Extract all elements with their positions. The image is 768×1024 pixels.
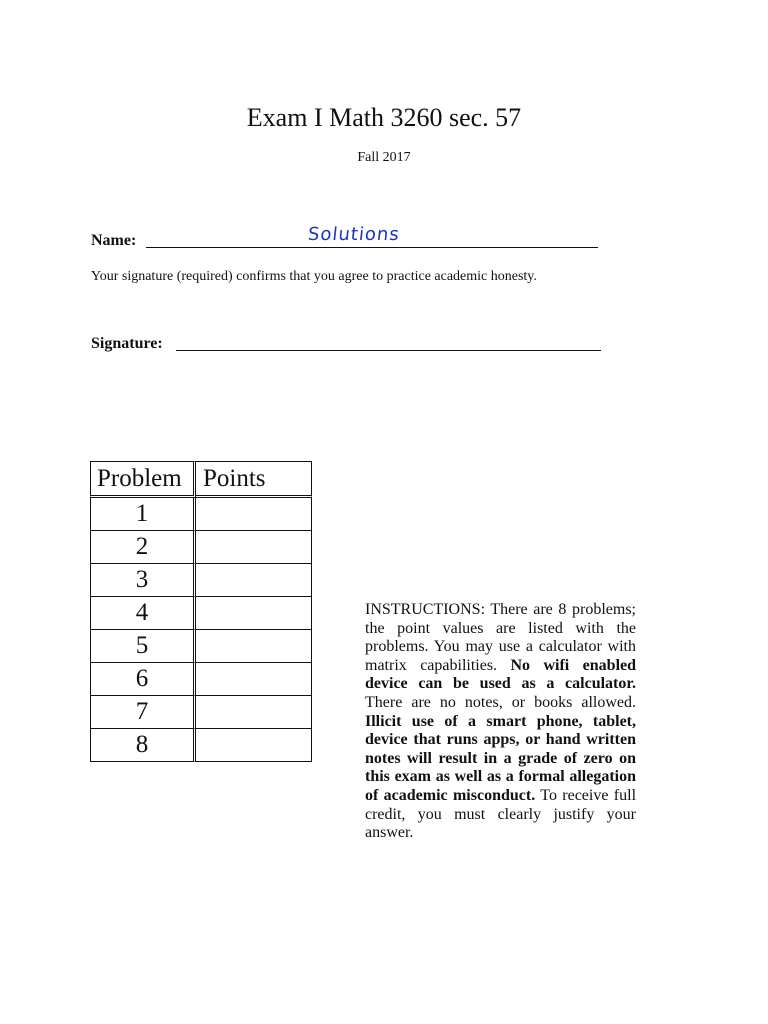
name-label: Name:: [91, 232, 137, 249]
table-row: [90, 729, 312, 762]
points-cell[interactable]: [196, 696, 312, 729]
instructions-block: [365, 601, 636, 843]
problem-number: 4: [90, 597, 196, 630]
points-cell[interactable]: [196, 663, 312, 696]
signature-line[interactable]: [176, 350, 601, 351]
table-row: [90, 630, 312, 663]
instructions-text: There are no notes, or books allowed.: [365, 693, 636, 711]
name-line[interactable]: [146, 247, 598, 248]
table-row: [90, 663, 312, 696]
problem-number: 8: [90, 729, 196, 762]
exam-title: Exam I Math 3260 sec. 57: [246, 103, 522, 132]
instructions-misconduct-warning: Illicit use of a smart phone, tablet, device that runs apps, or hand written notes will result in a grade of zero on this exam as well as a formal allegation of academic misconduct.: [365, 712, 636, 804]
problem-number: 6: [90, 663, 196, 696]
points-cell[interactable]: [196, 630, 312, 663]
problem-number: 7: [90, 696, 196, 729]
points-cell[interactable]: [196, 597, 312, 630]
points-cell[interactable]: [196, 498, 312, 531]
instructions-wifi-warning: No wifi enabled device can be used as a calculator.: [365, 656, 637, 693]
points-cell[interactable]: [196, 729, 312, 762]
signature-note: Your signature (required) confirms that you agree to practice academic honesty.: [91, 269, 537, 284]
table-row: [90, 696, 312, 729]
instructions-text: To receive full credit, you must clearly justify your answer.: [365, 786, 637, 842]
points-cell[interactable]: [196, 531, 312, 564]
points-cell[interactable]: [196, 564, 312, 597]
name-handwritten-value: Solutions: [306, 224, 401, 245]
signature-label: Signature:: [91, 335, 163, 352]
table-row: [90, 531, 312, 564]
table-row: [90, 597, 312, 630]
table-row: [90, 564, 312, 597]
instructions-text: INSTRUCTIONS: There are 8 problems; the point values are listed with the problems. You may use a calculator with matrix capabilities.: [365, 601, 636, 674]
problem-number: 3: [90, 564, 196, 597]
problem-number: 1: [90, 498, 196, 531]
problem-column-header: Problem: [90, 461, 196, 498]
problem-number: 2: [90, 531, 196, 564]
table-row: [90, 498, 312, 531]
points-table: [90, 461, 312, 762]
points-column-header: Points: [196, 461, 312, 498]
exam-term: Fall 2017: [357, 150, 411, 165]
points-table-header: [90, 461, 312, 498]
problem-number: 5: [90, 630, 196, 663]
